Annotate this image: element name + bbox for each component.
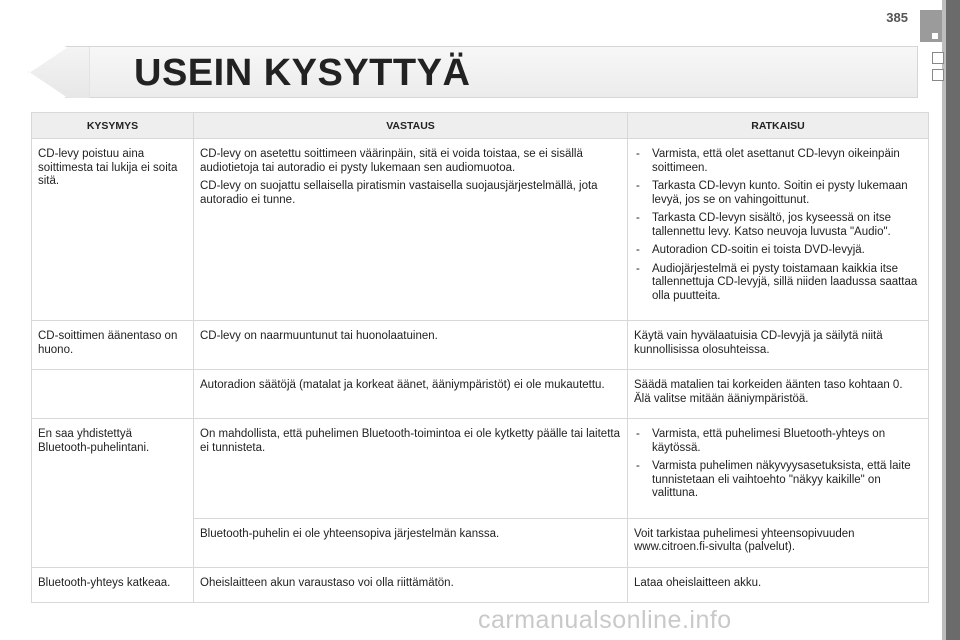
solution-cell [628,139,929,321]
corner-tab-marker [932,33,938,39]
question-cell [32,370,194,419]
solution-item: - Audiojärjestelmä ei pysty toistamaan kaikkia itse tallennettuja CD-levyjä, sillä niiden laadussa saattaa olla puutteita. [634,263,922,304]
watermark: carmanualsonline.info [478,606,732,634]
answer-text: CD-levy on asetettu soittimeen väärinpäin, sitä ei voida toistaa, se ei sisällä audiotietoja tai autoradio ei pysty lukemaan sen audiomuotoa. [200,148,583,174]
solution-list [634,428,922,501]
page-title: USEIN KYSYTTYÄ [134,52,471,94]
table-row [32,321,929,370]
question-cell: Bluetooth-yhteys katkeaa. [32,567,194,603]
solution-cell: Lataa oheislaitteen akku. [628,567,929,603]
side-square-1 [932,52,944,64]
header-question: KYSYMYS [32,113,194,139]
header-solution: RATKAISU [628,113,929,139]
solution-list [634,148,922,303]
side-square-2 [932,69,944,81]
solution-item: - Varmista puhelimen näkyvyysasetuksista, että laite tunnistetaan eli vaihtoehto "näkyy kaikille" on valittuna. [634,460,922,501]
page-edge-strip [946,0,960,640]
question-cell: CD-levy poistuu aina soittimesta tai lukija ei soita sitä. [32,139,194,321]
answer-cell: Autoradion säätöjä (matalat ja korkeat äänet, ääniympäristöt) ei ole mukautettu. [194,370,628,419]
answer-text: CD-levy on suojattu sellaisella piratismin vastaisella suojausjärjestelmällä, jota autoradio ei tunne. [200,180,598,206]
solution-item: - Tarkasta CD-levyn kunto. Soitin ei pysty lukemaan levyä, jos se on vahingoittunut. [634,180,922,207]
title-chevron [30,47,90,98]
table-row [32,139,929,321]
answer-cell: On mahdollista, että puhelimen Bluetooth-toimintoa ei ole kytketty päälle tai laitetta ei tunnisteta. [194,419,628,519]
solution-cell: Käytä vain hyvälaatuisia CD-levyjä ja säilytä niitä kunnollisissa olosuhteissa. [628,321,929,370]
solution-cell: Säädä matalien tai korkeiden äänten taso kohtaan 0. Älä valitse mitään ääniympäristöä. [628,370,929,419]
corner-tab [920,10,942,42]
table-row [32,567,929,603]
solution-item: - Autoradion CD-soitin ei toista DVD-levyjä. [634,244,922,258]
question-cell: CD-soittimen äänentaso on huono. [32,321,194,370]
answer-cell: Bluetooth-puhelin ei ole yhteensopiva järjestelmän kanssa. [194,518,628,567]
header-answer: VASTAUS [194,113,628,139]
solution-cell [628,419,929,519]
solution-item: - Varmista, että olet asettanut CD-levyn oikeinpäin soittimeen. [634,148,922,175]
question-cell: En saa yhdistettyä Bluetooth-puhelintani. [32,419,194,568]
answer-cell: CD-levy on naarmuuntunut tai huonolaatuinen. [194,321,628,370]
solution-item: - Varmista, että puhelimesi Bluetooth-yhteys on käytössä. [634,428,922,455]
answer-cell: Oheislaitteen akun varaustaso voi olla riittämätön. [194,567,628,603]
solution-item: - Tarkasta CD-levyn sisältö, jos kyseessä on itse tallennettu levy. Katso neuvoja luvusta "Audio". [634,212,922,239]
table-row [32,419,929,519]
faq-table [31,112,929,603]
answer-cell [194,139,628,321]
table-header-row [32,113,929,139]
table-row [32,370,929,419]
solution-cell: Voit tarkistaa puhelimesi yhteensopivuuden www.citroen.fi-sivulta (palvelut). [628,518,929,567]
page-number: 385 [886,10,908,25]
